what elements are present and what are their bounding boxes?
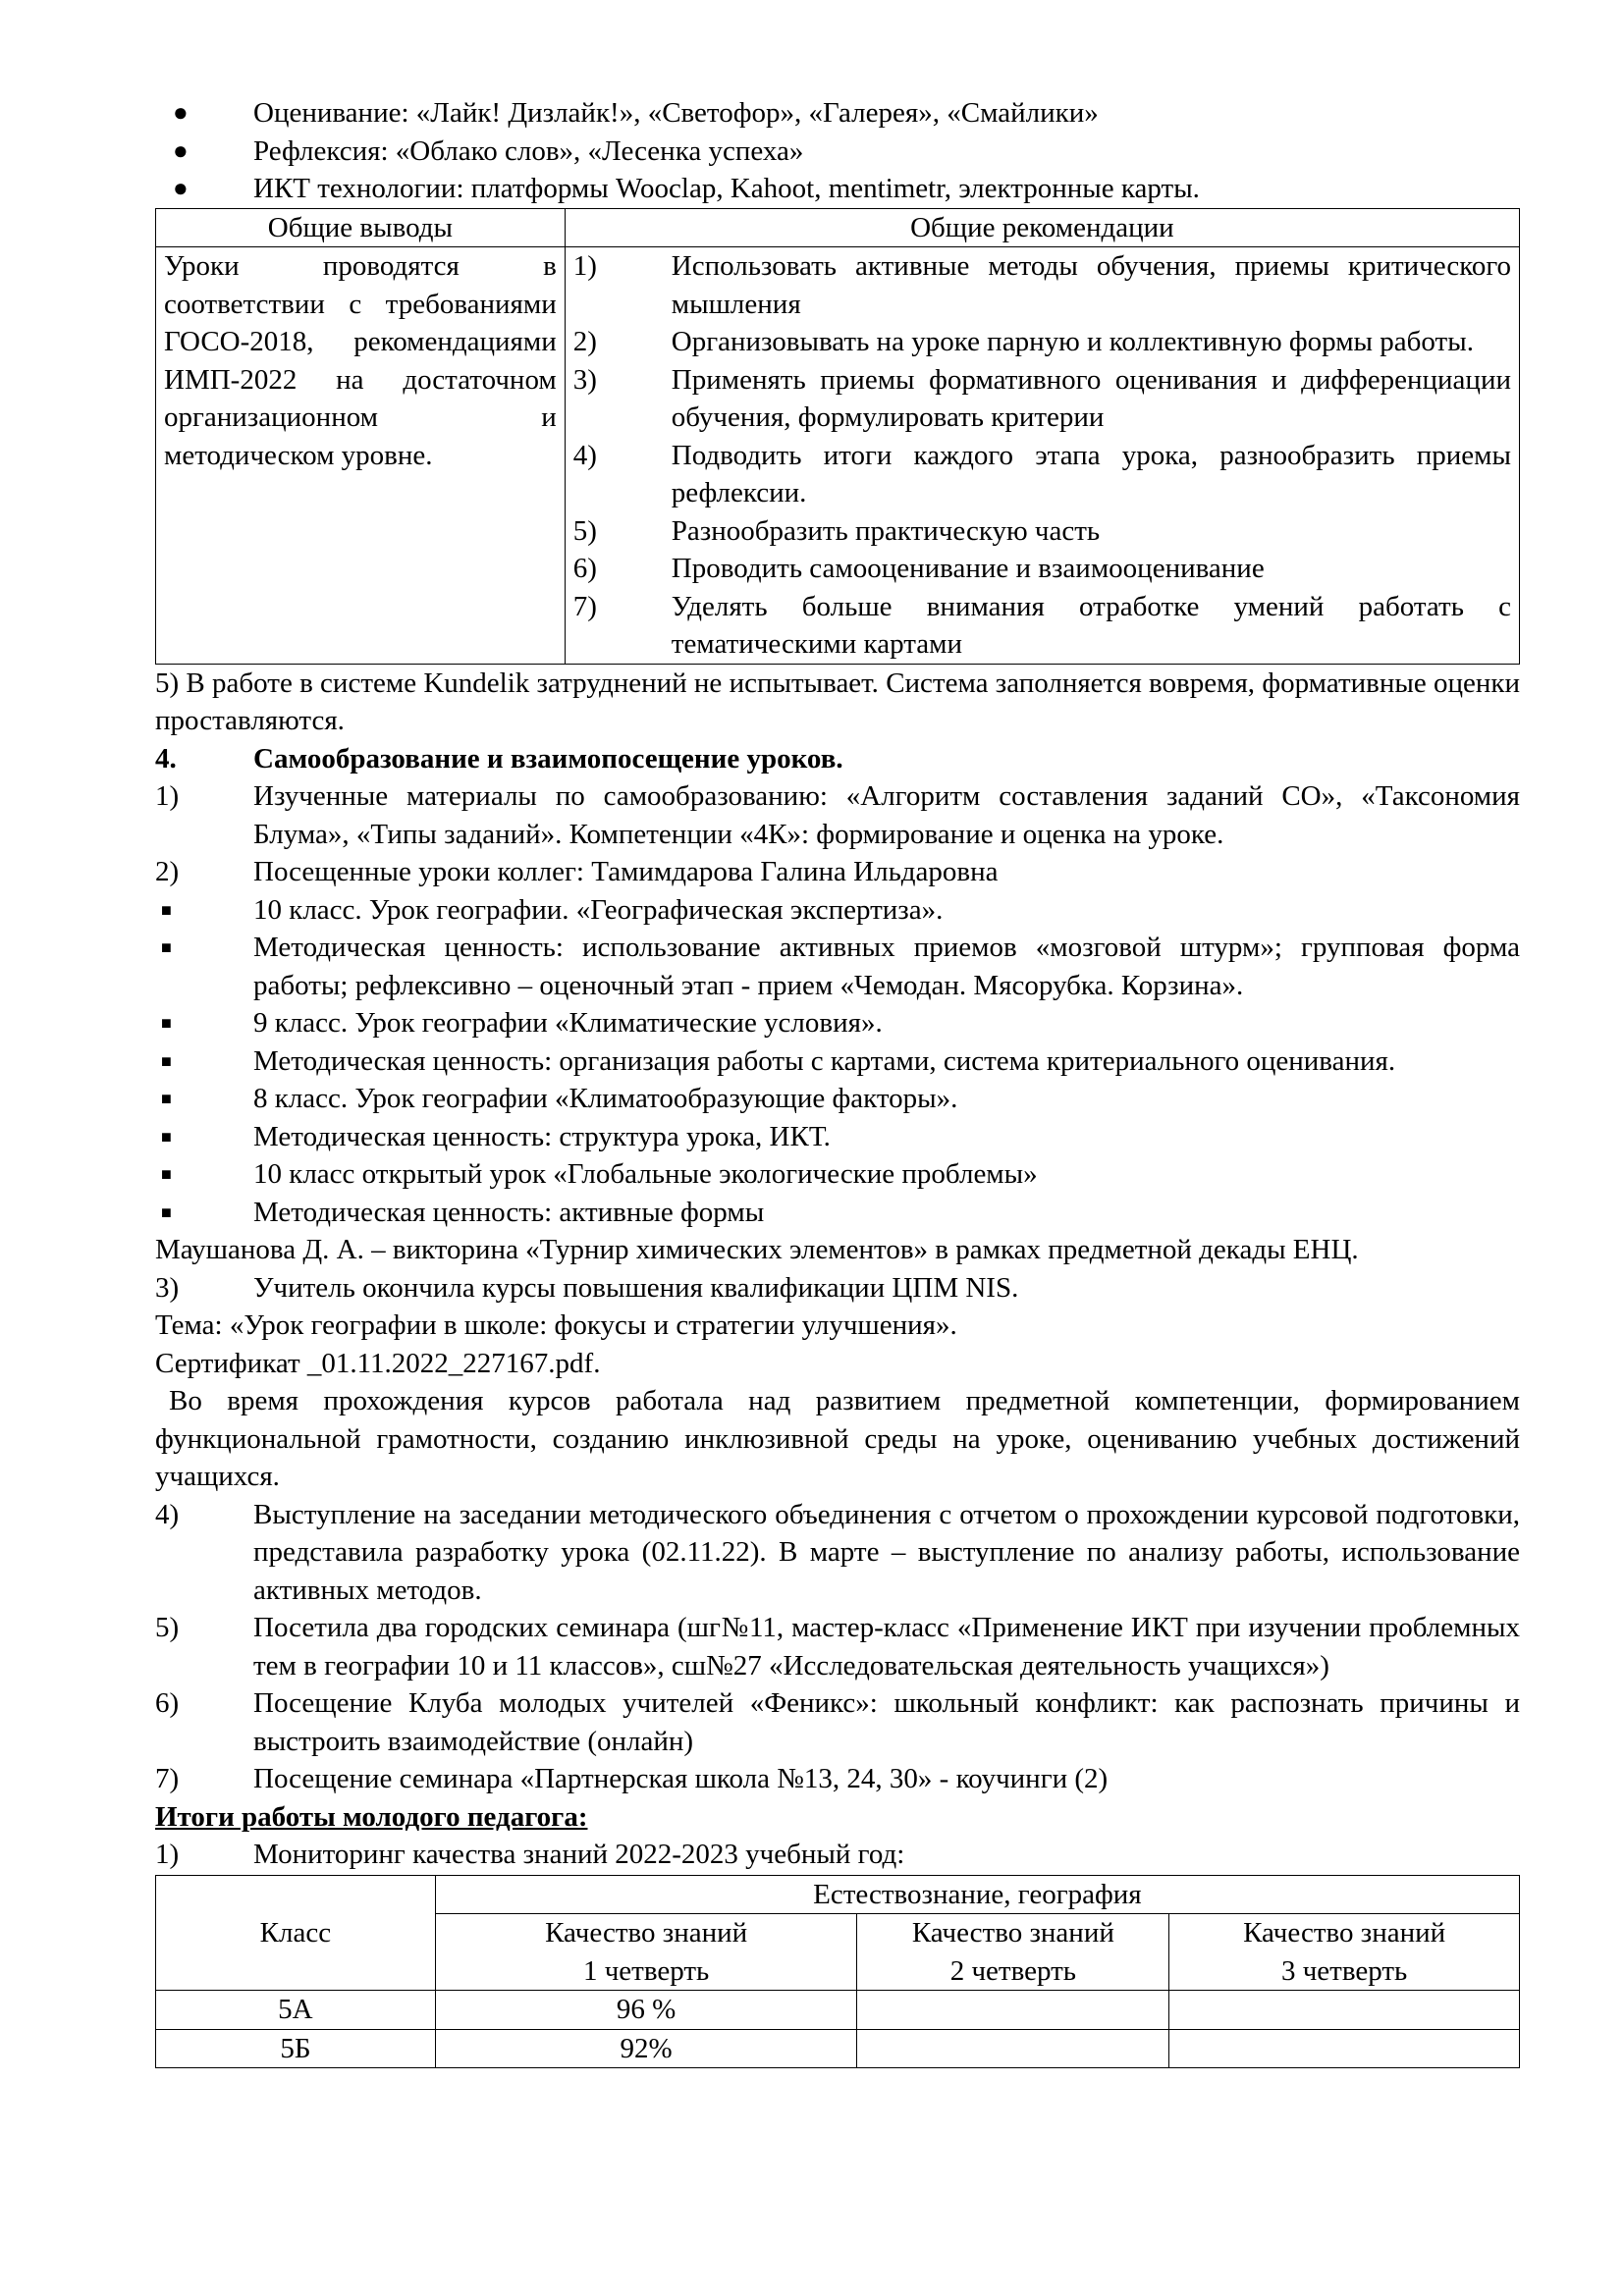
item-1: 1) Изученные материалы по самообразованию: «Алгоритм составления заданий СО», «Таксономия Блума», «Типы заданий». Компетенции «4К»: формирование и оценка на уроке. [155,780,1520,850]
list-item: ■ 10 класс открытый урок «Глобальные экологические проблемы» [155,1155,1520,1194]
recommendation-item: 6) Проводить самооценивание и взаимооценивание [572,553,1265,584]
subject-header: Естествознание, география [435,1875,1519,1914]
square-bullet-icon: ■ [161,1201,172,1222]
square-bullet-icon: ■ [161,1164,172,1184]
bullet-item: ● Оценивание: «Лайк! Дизлайк!», «Светофор», «Галерея», «Смайлики» [155,94,1520,133]
table-row: 5Б 92% [156,2029,1520,2068]
item-6: 6) Посещение Клуба молодых учителей «Феникс»: школьный конфликт: как распознать причины и выстроить взаимодействие (онлайн) [155,1687,1520,1757]
results-heading: Итоги работы молодого педагога: [155,1800,588,1833]
bullet-icon: ● [173,98,189,127]
list-item: ■ Методическая ценность: организация работы с картами, система критериального оценивания. [155,1042,1520,1081]
quality-table [155,1875,1520,2069]
square-bullet-icon: ■ [161,937,172,957]
list-item: ■ 8 класс. Урок географии «Климатообразующие факторы». [155,1080,1520,1118]
bullet-icon: ● [173,174,189,202]
square-bullet-icon: ■ [161,1126,172,1147]
list-item: ■ 9 класс. Урок географии «Климатические условия». [155,1004,1520,1042]
certificate-line: Сертификат _01.11.2022_227167.pdf. [155,1347,601,1379]
recommendation-item: 4) Подводить итоги каждого этапа урока, разнообразить приемы рефлексии. [572,439,1511,508]
recommendation-item: 1) Использовать активные методы обучения, приемы критического мышления [572,250,1511,320]
item-3: 3) Учитель окончила курсы повышения квалификации ЦПМ NIS. [155,1271,1019,1304]
bullet-item: ● ИКТ технологии: платформы Wooclap, Kahoot, mentimetr, электронные карты. [155,170,1520,208]
square-bullet-icon: ■ [161,1089,172,1108]
table-row: 5А 96 % [156,1991,1520,2030]
list-item: ■ Методическая ценность: использование активных приемов «мозговой штурм»; групповая форма работы; рефлексивно – оценочный этап - прием «Чемодан. Мясорубка. Корзина». [155,929,1520,1004]
theme-line: Тема: «Урок географии в школе: фокусы и стратегии улучшения». [155,1309,957,1341]
conclusion-cell: Уроки проводятся в соответствии с требованиями ГОСО-2018, рекомендациями ИМП-2022 на достаточном организационном и методическом уровне. [156,247,566,665]
list-item: ■ 10 класс. Урок географии. «Географическая экспертиза». [155,891,1520,930]
bullet-icon: ● [173,135,189,165]
conclusions-table [155,208,1520,665]
kundelik-paragraph: 5) В работе в системе Kundelik затруднений не испытывает. Система заполняется вовремя, формативные оценки проставляются. [155,667,1520,736]
recommendations-cell [565,247,1519,665]
quarter-1-header: Качество знаний 1 четверть [435,1914,857,1991]
item-4: 4) Выступление на заседании методического объединения с отчетом о прохождении курсовой подготовки, представила разработку урока (02.11.22). В марте – выступление по анализу работы, использование активных методов. [155,1498,1520,1606]
header-recommendations: Общие рекомендации [565,208,1519,247]
document-page [155,94,1520,2068]
header-conclusions: Общие выводы [156,208,566,247]
recommendation-item: 3) Применять приемы формативного оценивания и дифференциации обучения, формулировать критерии [572,363,1511,433]
square-bullet-icon: ■ [161,899,172,920]
item-7: 7) Посещение семинара «Партнерская школа №13, 24, 30» - коучинги (2) [155,1763,1109,1794]
recommendation-item: 5) Разнообразить практическую часть [572,514,1101,547]
recommendation-item: 7) Уделять больше внимания отработке умений работать с тематическими картами [572,590,1511,660]
quarter-3-header: Качество знаний 3 четверть [1169,1914,1520,1991]
square-bullet-icon: ■ [161,1050,172,1071]
section-heading: 4. Самообразование и взаимопосещение уроков. [155,742,843,774]
quarter-2-header: Качество знаний 2 четверть [857,1914,1169,1991]
courses-paragraph: Во время прохождения курсов работала над развитием предметной компетенции, формированием функциональной грамотности, созданию инклюзивной среды на уроке, оцениванию учебных достижений учащихся. [155,1385,1520,1492]
bullet-item: ● Рефлексия: «Облако слов», «Лесенка успеха» [155,133,1520,171]
monitoring-line: 1) Мониторинг качества знаний 2022-2023 учебный год: [155,1839,905,1870]
item-2: 2) Посещенные уроки коллег: Тамимдарова Галина Ильдаровна [155,856,999,887]
item-5: 5) Посетила два городских семинара (шг№11, мастер-класс «Применение ИКТ при изучении проблемных тем в географии 10 и 11 классов», сш№27 «Исследовательская деятельность учащихся») [155,1612,1520,1682]
class-header: Класс [156,1875,436,1991]
list-item: ■ Методическая ценность: активные формы [155,1194,1520,1232]
recommendation-item: 2) Организовывать на уроке парную и коллективную формы работы. [572,326,1474,357]
maushanova-line: Маушанова Д. А. – викторина «Турнир химических элементов» в рамках предметной декады ЕНЦ. [155,1234,1359,1265]
square-bullet-icon: ■ [161,1013,172,1033]
list-item: ■ Методическая ценность: структура урока, ИКТ. [155,1118,1520,1156]
